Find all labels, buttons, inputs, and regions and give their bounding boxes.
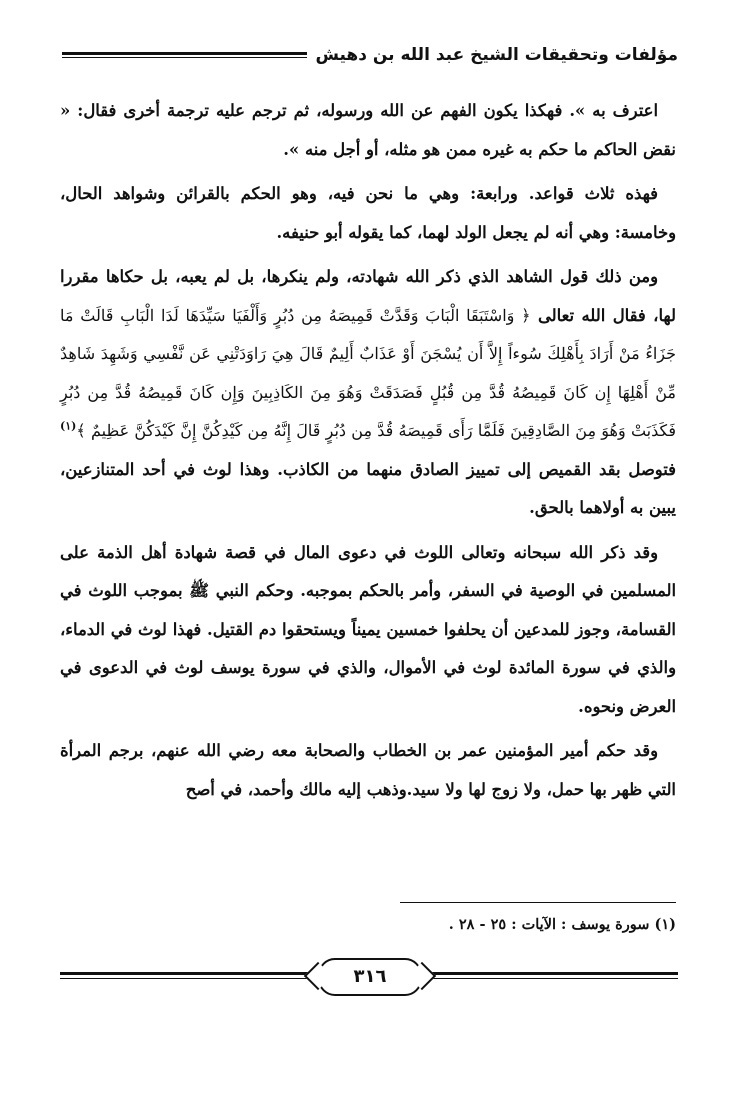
paragraph-3-intro: ومن ذلك قول الشاهد الذي ذكر الله شهادته، ولم ينكرها، بل لم يعبه، بل حكاها مقررا لها، فقال الله تعالى — [60, 267, 676, 325]
quran-verse: ﴿ وَاسْتَبَقَا الْبَابَ وَقَدَّتْ قَمِيصَهُ مِن دُبُرٍ وَأَلْفَيَا سَيِّدَهَا لَدَا الْبَابِ قَالَتْ مَا جَزَاءُ مَنْ أَرَادَ بِأَهْلِكَ سُوءاً إِلاَّ أَن يُسْجَنَ أَوْ عَذَابٌ أَلِيمٌ قَالَ هِيَ رَاوَدَتْنِي عَن نَّفْسِي وَشَهِدَ شَاهِدٌ مِّنْ أَهْلِهَا إِن كَانَ قَمِيصُهُ قُدَّ مِن قُبُلٍ فَصَدَقَتْ وَهُوَ مِنَ الكَاذِبِينَ وَإِن كَانَ قَمِيصُهُ قُدَّ مِن دُبُرٍ فَكَذَبَتْ وَهُوَ مِنَ الصَّادِقِينَ فَلَمَّا رَأَى قَمِيصَهُ قُدَّ مِن دُبُرٍ قَالَ إِنَّهُ مِن كَيْدِكُنَّ إِنَّ كَيْدَكُنَّ عَظِيمٌ ﴾ — [60, 305, 677, 440]
header-title: مؤلفات وتحقيقات الشيخ عبد الله بن دهيش — [307, 42, 678, 68]
footnote-reference: (١) — [60, 419, 77, 433]
paragraph-1: اعترف به ». فهكذا يكون الفهم عن الله ورسوله، ثم ترجم عليه ترجمة أخرى فقال: « نقض الحاكم ما حكم به غيره ممن هو مثله، أو أجل منه ». — [60, 101, 676, 159]
paragraph-4: وقد ذكر الله سبحانه وتعالى اللوث في دعوى المال في قصة شهادة أهل الذمة على المسلمين في الوصية في السفر، وأمر بالحكم بموجبه. وحكم النبي ﷺ بموجب اللوث في القسامة، وجوز للمدعين أن يحلفوا خمسين يميناً ويستحقوا دم القتيل. فهذا لوث في الدماء، والذي في سورة المائدة لوث في الأموال، والذي في سورة يوسف لوث في الدعوى في العرض ونحوه. — [60, 542, 676, 716]
paragraph-3 — [60, 258, 676, 528]
paragraph-5: وقد حكم أمير المؤمنين عمر بن الخطاب والصحابة معه رضي الله عنهم، برجم المرأة التي ظهر بها حمل، ولا زوج لها ولا سيد.وذهب إليه مالك وأحمد، في أصح — [60, 741, 676, 799]
page-number: ٣١٦ — [353, 966, 387, 987]
footnote-separator — [400, 902, 676, 903]
paragraph-3-conclusion: فتوصل بقد القميص إلى تمييز الصادق منهما من الكاذب. وهذا لوث في أحد المتنازعين، يبين به أولاهما بالحق. — [60, 459, 676, 517]
page-number-badge — [318, 958, 422, 996]
running-header — [62, 42, 678, 70]
footnote: (١) سورة يوسف : الآيات : ٢٥ - ٢٨ . — [448, 916, 676, 933]
paragraph-2: فهذه ثلاث قواعد. ورابعة: وهي ما نحن فيه، وهو الحكم بالقرائن وشواهد الحال، وخامسة: وهي أنه لم يجعل الولد لهما، كما يقوله أبو حنيفه. — [60, 184, 676, 242]
body-text — [60, 92, 676, 809]
